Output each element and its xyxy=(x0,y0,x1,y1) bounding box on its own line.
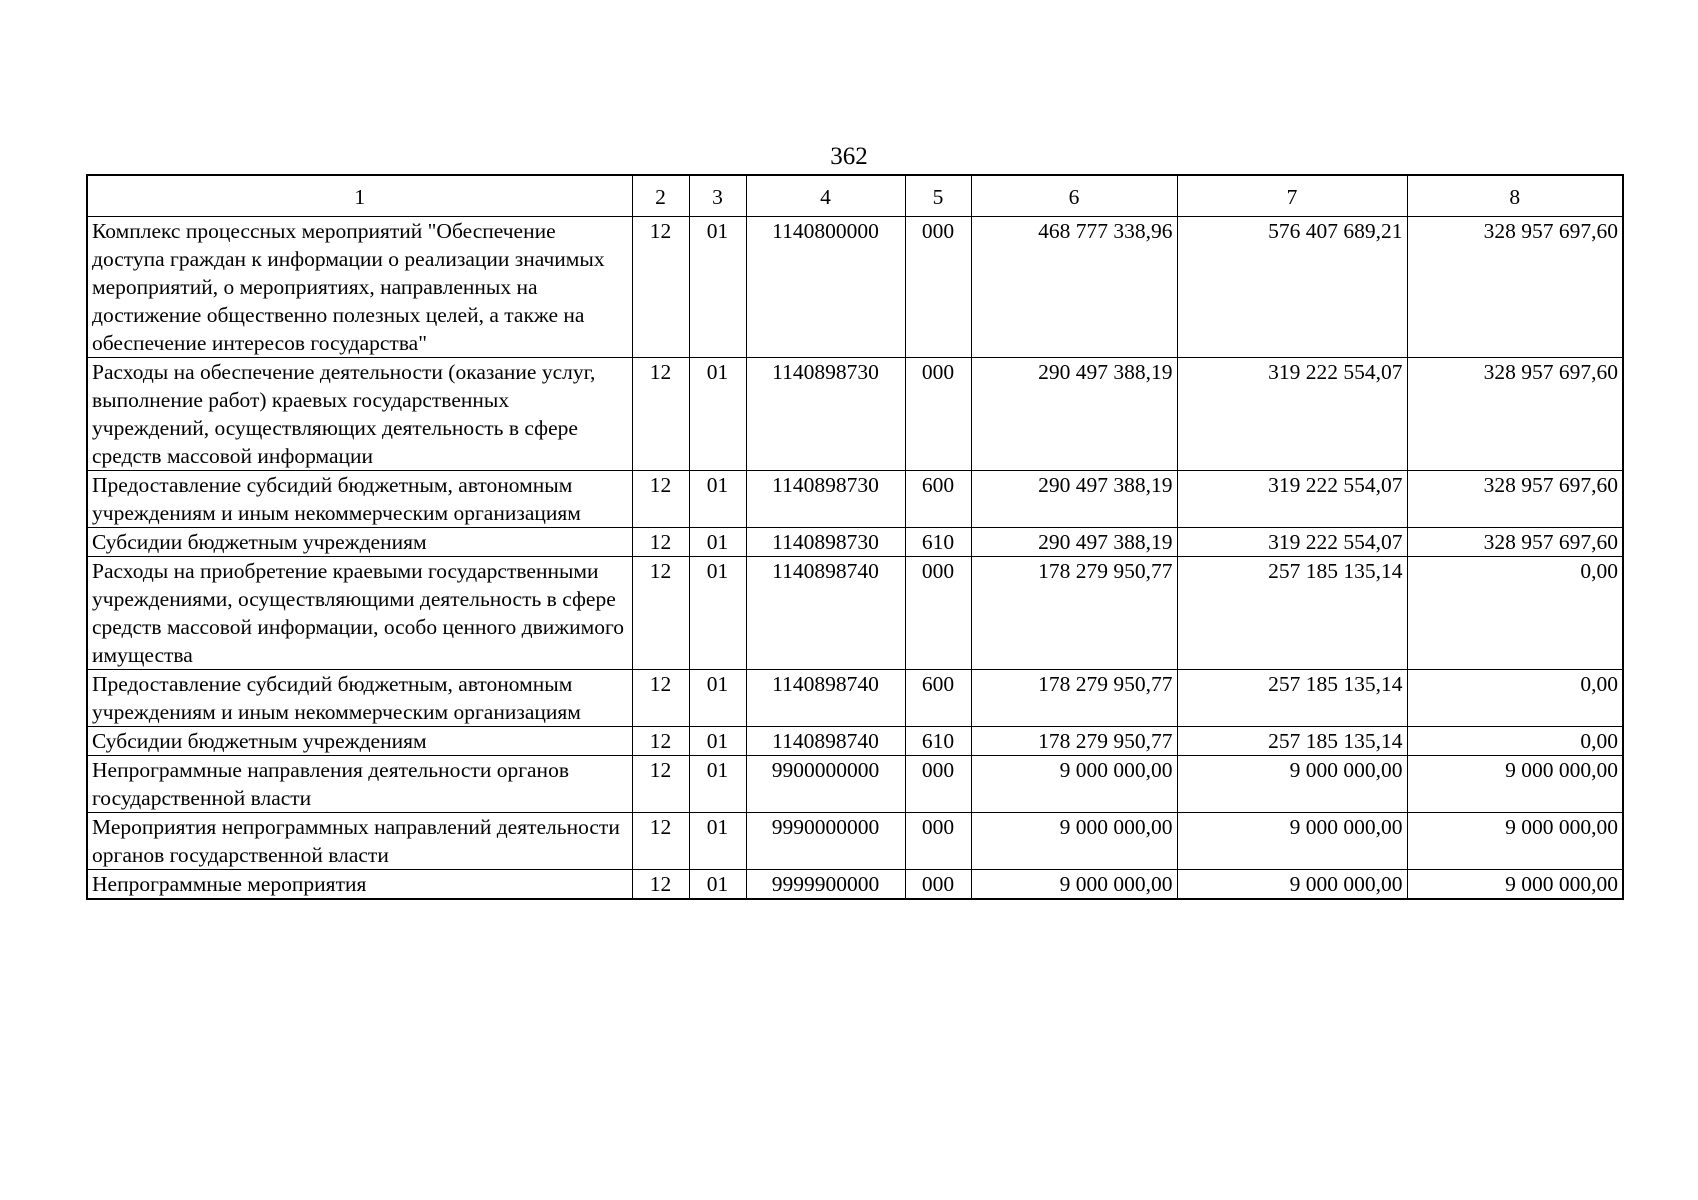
amount-col8-cell: 328 957 697,60 xyxy=(1407,217,1623,358)
amount-col6-cell: 178 279 950,77 xyxy=(971,557,1177,670)
amount-col8-cell: 328 957 697,60 xyxy=(1407,471,1623,528)
amount-col7-cell: 257 185 135,14 xyxy=(1177,670,1407,727)
expense-type-cell: 600 xyxy=(905,471,971,528)
row-name-cell: Расходы на обеспечение деятельности (оказание услуг, выполнение работ) краевых государственных учреждений, осуществляющих деятельность в сфере средств массовой информации xyxy=(87,358,632,471)
expense-type-cell: 000 xyxy=(905,217,971,358)
section-cell: 12 xyxy=(632,217,689,358)
amount-col7-cell: 319 222 554,07 xyxy=(1177,528,1407,557)
subsection-cell: 01 xyxy=(689,756,746,813)
table-row xyxy=(87,217,1623,358)
section-cell: 12 xyxy=(632,358,689,471)
section-cell: 12 xyxy=(632,756,689,813)
expense-type-cell: 610 xyxy=(905,528,971,557)
subsection-cell: 01 xyxy=(689,358,746,471)
amount-col8-cell: 9 000 000,00 xyxy=(1407,813,1623,870)
target-article-cell: 1140898730 xyxy=(746,358,905,471)
column-header: 7 xyxy=(1177,175,1407,217)
amount-col6-cell: 9 000 000,00 xyxy=(971,870,1177,900)
amount-col8-cell: 0,00 xyxy=(1407,670,1623,727)
subsection-cell: 01 xyxy=(689,217,746,358)
expense-type-cell: 000 xyxy=(905,870,971,900)
row-name-cell: Субсидии бюджетным учреждениям xyxy=(87,528,632,557)
target-article-cell: 1140800000 xyxy=(746,217,905,358)
target-article-cell: 1140898740 xyxy=(746,557,905,670)
expense-type-cell: 610 xyxy=(905,727,971,756)
section-cell: 12 xyxy=(632,813,689,870)
column-header: 3 xyxy=(689,175,746,217)
header-row xyxy=(87,175,1623,217)
column-header: 1 xyxy=(87,175,632,217)
column-header: 2 xyxy=(632,175,689,217)
subsection-cell: 01 xyxy=(689,813,746,870)
row-name-cell: Комплекс процессных мероприятий "Обеспечение доступа граждан к информации о реализации значимых мероприятий, о мероприятиях, направленных на достижение общественно полезных целей, а также на обеспечение интересов государства" xyxy=(87,217,632,358)
expense-type-cell: 600 xyxy=(905,670,971,727)
amount-col6-cell: 9 000 000,00 xyxy=(971,756,1177,813)
section-cell: 12 xyxy=(632,727,689,756)
section-cell: 12 xyxy=(632,670,689,727)
budget-table xyxy=(86,174,1624,900)
expense-type-cell: 000 xyxy=(905,557,971,670)
amount-col8-cell: 328 957 697,60 xyxy=(1407,358,1623,471)
amount-col7-cell: 319 222 554,07 xyxy=(1177,471,1407,528)
amount-col7-cell: 319 222 554,07 xyxy=(1177,358,1407,471)
row-name-cell: Предоставление субсидий бюджетным, автономным учреждениям и иным некоммерческим организациям xyxy=(87,670,632,727)
amount-col8-cell: 9 000 000,00 xyxy=(1407,870,1623,900)
table-row xyxy=(87,813,1623,870)
page-number: 362 xyxy=(830,143,868,170)
table-row xyxy=(87,358,1623,471)
column-header: 8 xyxy=(1407,175,1623,217)
row-name-cell: Расходы на приобретение краевыми государственными учреждениями, осуществляющими деятельность в сфере средств массовой информации, особо ценного движимого имущества xyxy=(87,557,632,670)
column-header: 6 xyxy=(971,175,1177,217)
subsection-cell: 01 xyxy=(689,727,746,756)
section-cell: 12 xyxy=(632,471,689,528)
amount-col7-cell: 9 000 000,00 xyxy=(1177,756,1407,813)
amount-col6-cell: 290 497 388,19 xyxy=(971,471,1177,528)
amount-col6-cell: 290 497 388,19 xyxy=(971,358,1177,471)
subsection-cell: 01 xyxy=(689,670,746,727)
table-row xyxy=(87,528,1623,557)
amount-col7-cell: 9 000 000,00 xyxy=(1177,870,1407,900)
row-name-cell: Непрограммные направления деятельности органов государственной власти xyxy=(87,756,632,813)
table-row xyxy=(87,471,1623,528)
subsection-cell: 01 xyxy=(689,870,746,900)
section-cell: 12 xyxy=(632,528,689,557)
amount-col7-cell: 9 000 000,00 xyxy=(1177,813,1407,870)
table-row xyxy=(87,670,1623,727)
amount-col7-cell: 257 185 135,14 xyxy=(1177,557,1407,670)
row-name-cell: Субсидии бюджетным учреждениям xyxy=(87,727,632,756)
amount-col6-cell: 290 497 388,19 xyxy=(971,528,1177,557)
expense-type-cell: 000 xyxy=(905,813,971,870)
table-row xyxy=(87,756,1623,813)
subsection-cell: 01 xyxy=(689,528,746,557)
table-row xyxy=(87,727,1623,756)
subsection-cell: 01 xyxy=(689,557,746,670)
amount-col8-cell: 328 957 697,60 xyxy=(1407,528,1623,557)
table-row xyxy=(87,870,1623,900)
row-name-cell: Непрограммные мероприятия xyxy=(87,870,632,900)
amount-col7-cell: 576 407 689,21 xyxy=(1177,217,1407,358)
amount-col8-cell: 0,00 xyxy=(1407,557,1623,670)
column-header: 5 xyxy=(905,175,971,217)
amount-col8-cell: 0,00 xyxy=(1407,727,1623,756)
expense-type-cell: 000 xyxy=(905,756,971,813)
subsection-cell: 01 xyxy=(689,471,746,528)
target-article-cell: 1140898740 xyxy=(746,727,905,756)
target-article-cell: 9900000000 xyxy=(746,756,905,813)
amount-col6-cell: 9 000 000,00 xyxy=(971,813,1177,870)
target-article-cell: 1140898740 xyxy=(746,670,905,727)
target-article-cell: 9999900000 xyxy=(746,870,905,900)
target-article-cell: 1140898730 xyxy=(746,471,905,528)
section-cell: 12 xyxy=(632,870,689,900)
section-cell: 12 xyxy=(632,557,689,670)
target-article-cell: 9990000000 xyxy=(746,813,905,870)
row-name-cell: Мероприятия непрограммных направлений деятельности органов государственной власти xyxy=(87,813,632,870)
row-name-cell: Предоставление субсидий бюджетным, автономным учреждениям и иным некоммерческим организациям xyxy=(87,471,632,528)
amount-col8-cell: 9 000 000,00 xyxy=(1407,756,1623,813)
table-row xyxy=(87,557,1623,670)
amount-col6-cell: 178 279 950,77 xyxy=(971,727,1177,756)
amount-col6-cell: 468 777 338,96 xyxy=(971,217,1177,358)
column-header: 4 xyxy=(746,175,905,217)
target-article-cell: 1140898730 xyxy=(746,528,905,557)
amount-col6-cell: 178 279 950,77 xyxy=(971,670,1177,727)
amount-col7-cell: 257 185 135,14 xyxy=(1177,727,1407,756)
expense-type-cell: 000 xyxy=(905,358,971,471)
